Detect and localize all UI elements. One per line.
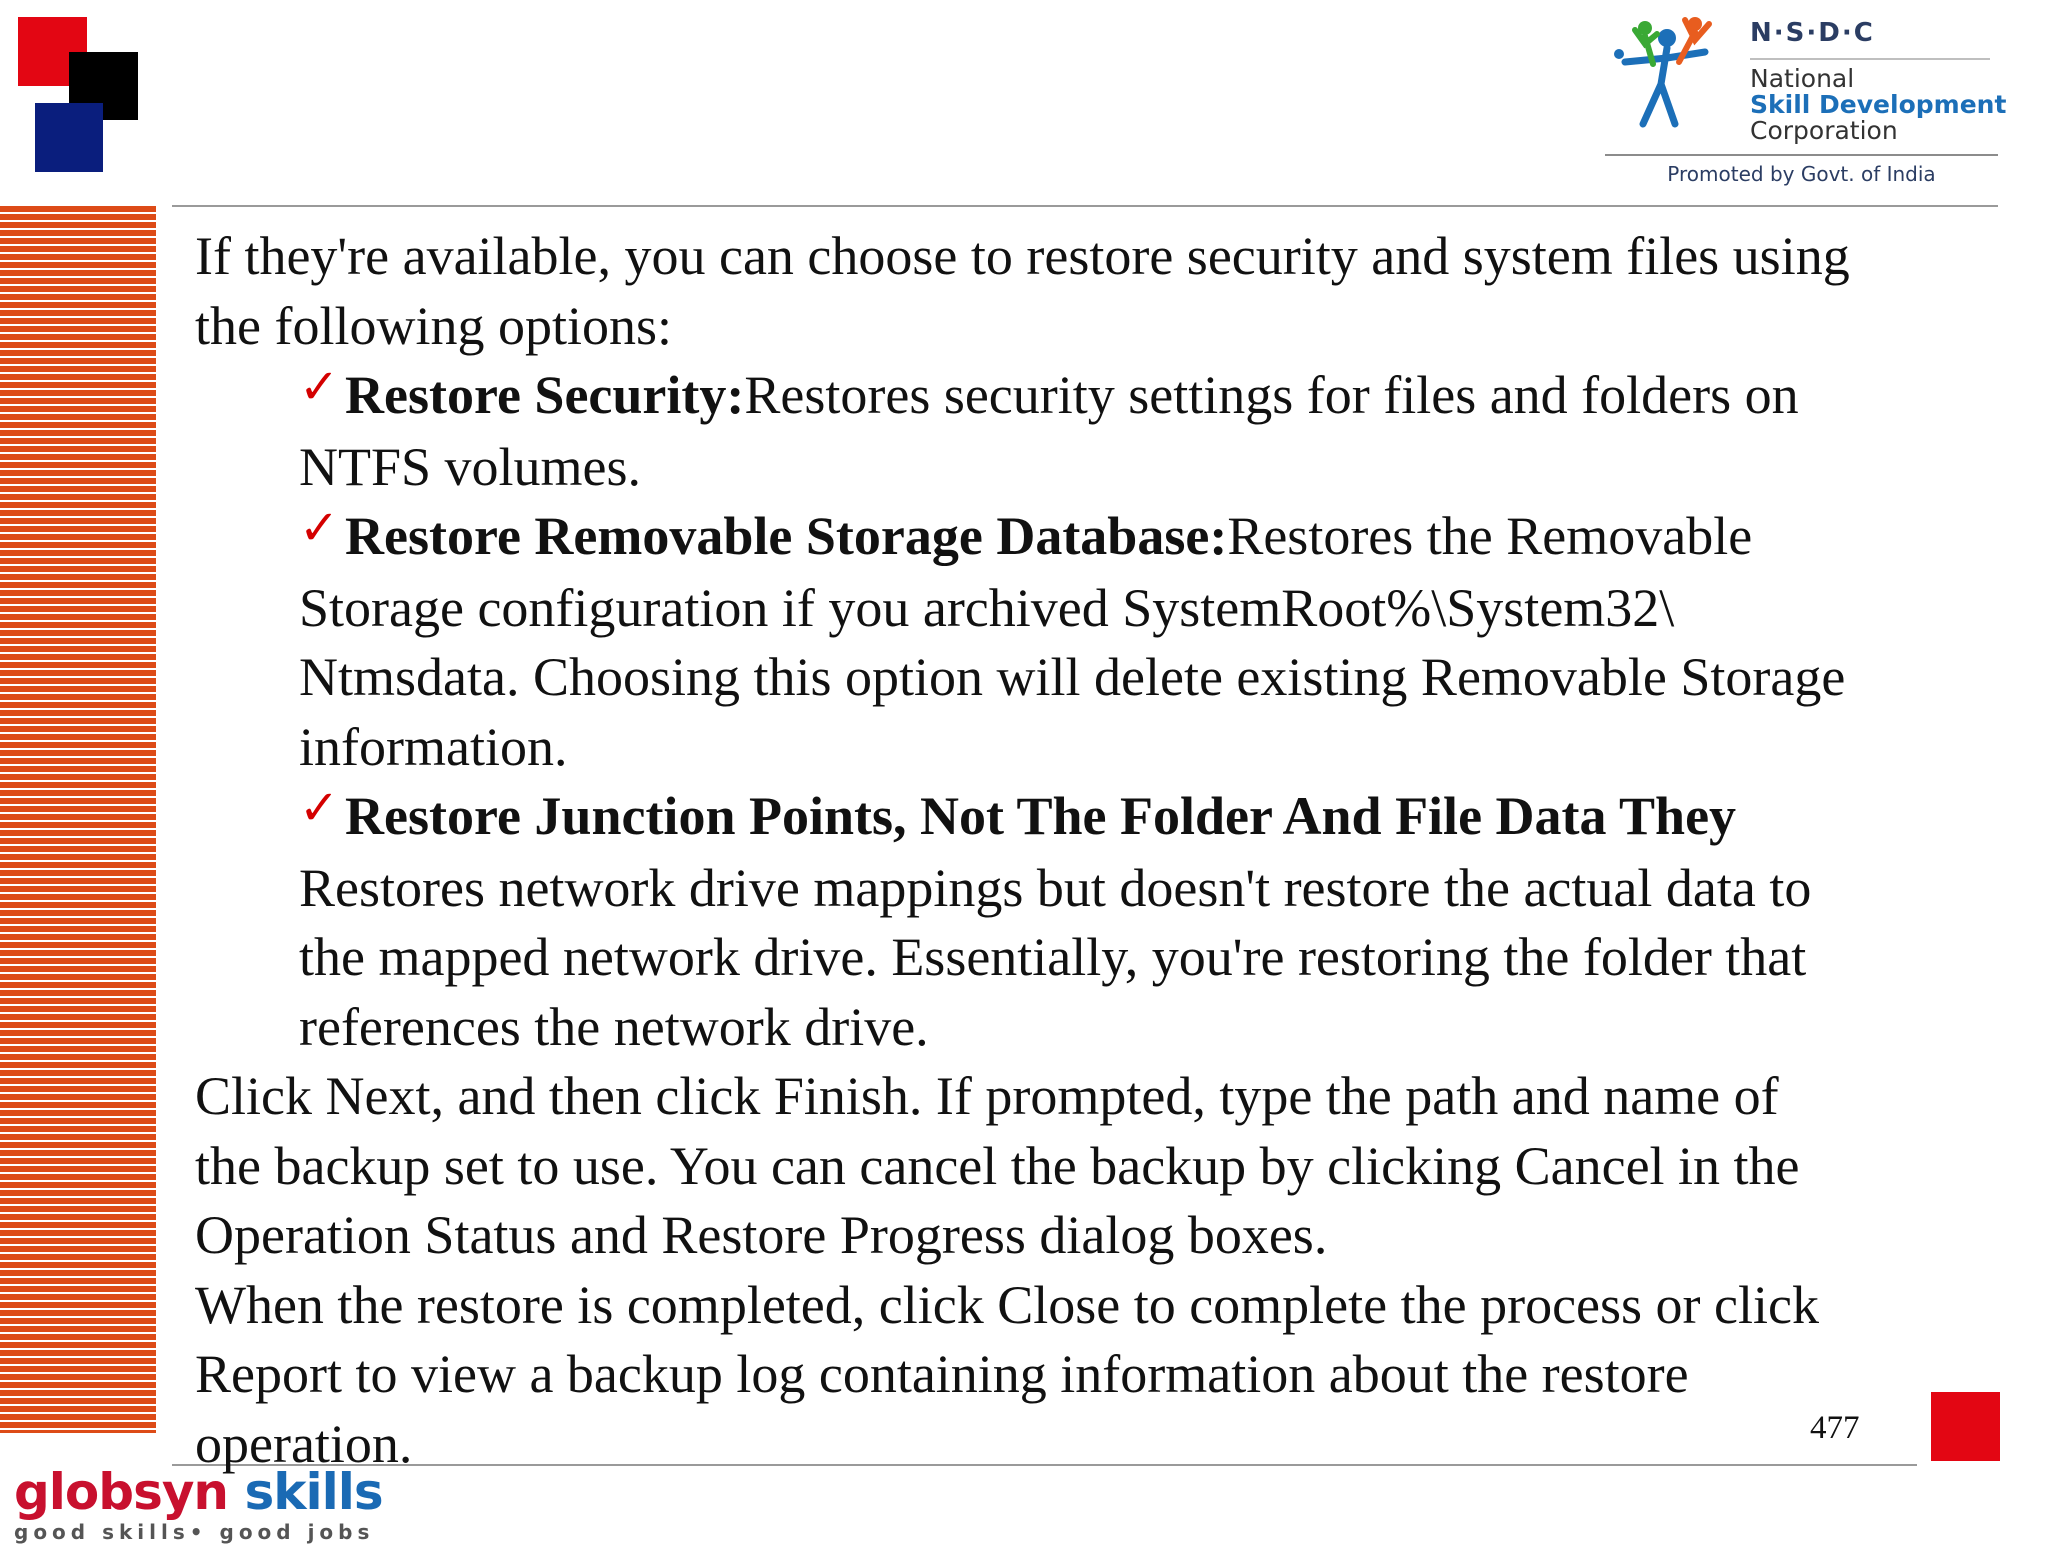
option-title: Restore Removable Storage Database: (345, 506, 1228, 566)
option-description-line: Ntmsdata. Choosing this option will delete existing Removable Storage (299, 647, 1846, 707)
option-title-line (195, 361, 1995, 433)
option-description: Restores security settings for files and folders on (744, 365, 1799, 425)
nsdc-figure-icon (1605, 14, 1745, 134)
globsyn-wordmark (14, 1463, 394, 1521)
option-title: Restore Junction Points, Not The Folder And File Data They (345, 786, 1737, 846)
option-description-line: the mapped network drive. Essentially, you're restoring the folder that (299, 927, 1807, 987)
nsdc-name-line-3: Corporation (1750, 116, 1898, 145)
option-description: Restores the Removable (1227, 506, 1753, 566)
option-description-line: references the network drive. (299, 996, 929, 1057)
intro-line: If they're available, you can choose to restore security and system files using (195, 226, 1850, 286)
option-description-line: Restores network drive mappings but doesn't restore the actual data to (299, 857, 1812, 918)
closing-line: Operation Status and Restore Progress dialog boxes. (195, 1205, 1328, 1265)
left-striped-bar (0, 206, 156, 1433)
nsdc-name-line-2: Skill Development (1750, 90, 2007, 119)
checkmark-icon: ✓ (299, 780, 340, 836)
nsdc-abbreviation: N·S·D·C (1750, 18, 1875, 48)
checkmark-icon: ✓ (299, 500, 340, 556)
top-divider (172, 205, 1998, 207)
page-number: 477 (1810, 1410, 1860, 1446)
closing-line: the backup set to use. You can cancel the backup by clicking Cancel in the (195, 1135, 1800, 1196)
nsdc-logo (1605, 14, 2007, 194)
nsdc-name-line-1: National (1750, 64, 1855, 93)
closing-line: Report to view a backup log containing information about the restore (195, 1344, 1689, 1404)
closing-line: Click Next, and then click Finish. If prompted, type the path and name of (195, 1066, 1779, 1126)
option-description-line: NTFS volumes. (299, 436, 642, 497)
checkmark-icon: ✓ (299, 359, 340, 415)
option-description-line: information. (299, 716, 568, 777)
globsyn-word-2: skills (244, 1463, 383, 1521)
option-title: Restore Security: (345, 365, 745, 425)
globsyn-skills-logo (14, 1463, 394, 1544)
slide-body (195, 222, 1995, 1479)
decor-square-blue (35, 103, 103, 172)
option-title-line (195, 782, 1995, 854)
closing-line: operation. (195, 1413, 413, 1474)
option-description-line: Storage configuration if you archived SystemRoot%\System32\ (299, 577, 1675, 638)
nsdc-abbr-underline (1750, 58, 1990, 60)
globsyn-word-1: globsyn (14, 1463, 229, 1521)
closing-line: When the restore is completed, click Close to complete the process or click (195, 1274, 1819, 1335)
nsdc-divider (1605, 154, 1998, 156)
option-title-line (195, 502, 1995, 574)
globsyn-tagline: good skills• good jobs (14, 1520, 375, 1544)
intro-line: the following options: (195, 295, 672, 356)
nsdc-promoted-text: Promoted by Govt. of India (1667, 162, 1936, 186)
decor-square-red-footer (1931, 1392, 2000, 1461)
